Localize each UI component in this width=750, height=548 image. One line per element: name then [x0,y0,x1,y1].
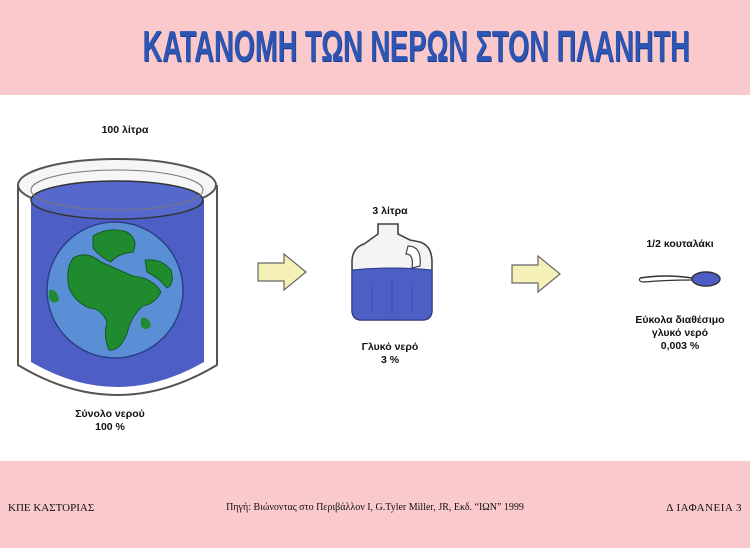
arrow-right-icon-2 [510,254,562,294]
globe-in-container-icon [15,140,220,405]
stage-3-caption: Εύκολα διαθέσιμο [635,314,725,326]
stage-1-amount: 100 λίτρα [101,124,149,136]
stage-1-percent: 100 % [95,421,125,433]
arrow-right-icon [256,252,308,292]
footer-source: Πηγή: Βιώνοντας στο Περιβάλλον Ι, G.Tyler Miller, JR, Εκδ. “ΙΩΝ” 1999 [226,502,524,513]
water-jug-icon [348,222,438,322]
stage-2-percent: 3 % [380,354,400,366]
page-title: ΚΑΤΑΝΟΜΗ ΤΩΝ ΝΕΡΩΝ ΣΤΟΝ ΠΛΑΝΗΤΗ [142,22,690,71]
stage-3-amount: 1/2 κουταλάκι [646,238,714,250]
stage-2-amount: 3 λίτρα [372,205,408,217]
footer-organization: ΚΠΕ ΚΑΣΤΟΡΙΑΣ [8,502,95,514]
stage-1-caption: Σύνολο νερού [75,408,145,420]
stage-2-caption: Γλυκό νερό [361,341,419,353]
stage-3-caption-2: γλυκό νερό [651,327,709,339]
teaspoon-icon [636,268,722,292]
footer-slide-number: Δ ΙΑΦΑΝΕΙΑ 3 [666,502,742,514]
stage-3-percent: 0,003 % [660,340,700,352]
